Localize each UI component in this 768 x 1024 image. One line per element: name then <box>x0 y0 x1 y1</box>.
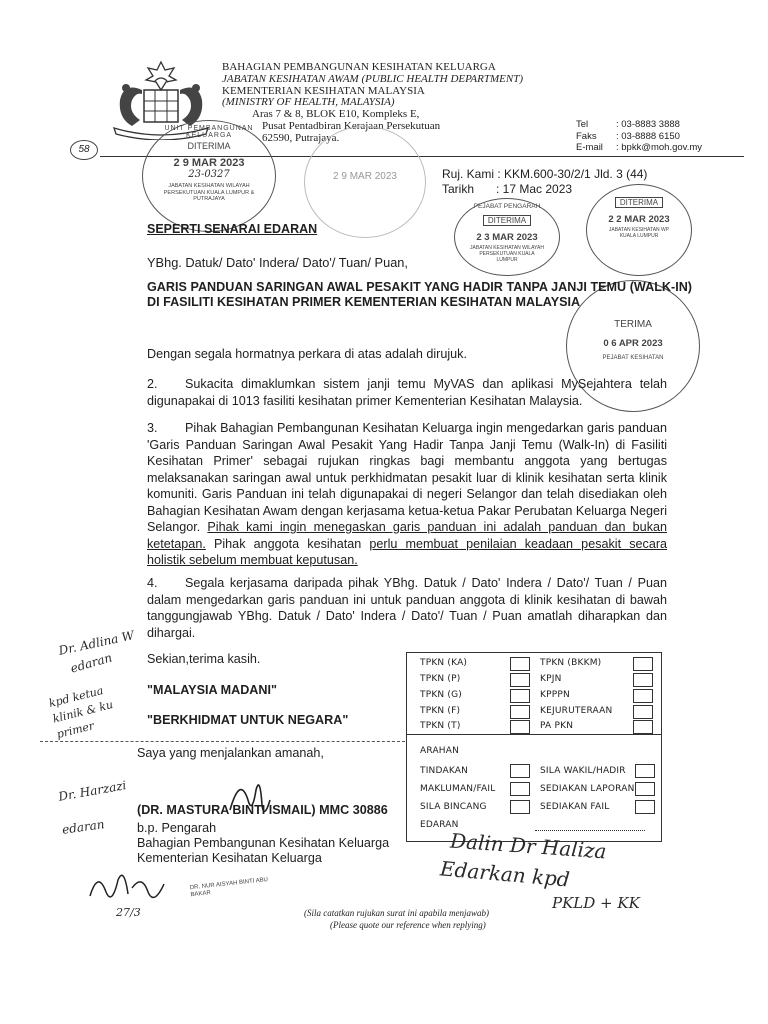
stamp-arc-text: UNIT PEMBANGUNAN KELUARGA <box>164 125 254 139</box>
para-number: 4. <box>147 576 158 590</box>
routing-checkbox-right-3[interactable] <box>633 689 653 703</box>
para-emphasis-2: perlu membuat penilaian keadaan pesakit secara holistik sebelum membuat keputusan. <box>147 536 668 567</box>
fax-label: Faks <box>576 130 597 142</box>
action-checkbox-right-1[interactable] <box>635 764 655 778</box>
signatory-ministry: Kementerian Kesihatan Keluarga <box>137 851 322 865</box>
reference-number: Ruj. Kami : KKM.600-30/2/1 Jld. 3 (44) <box>442 167 648 181</box>
stamp-date: 2 9 MAR 2023 <box>333 171 397 182</box>
stamp-date: 0 6 APR 2023 <box>603 338 663 349</box>
routing-right-4: KEJURUTERAAN <box>540 706 613 716</box>
routing-right-1: TPKN (BKKM) <box>540 658 602 668</box>
signatory-name: (DR. MASTURA BINTI ISMAIL) MMC 30886 <box>137 803 388 817</box>
date-label: Tarikh <box>442 182 475 196</box>
stamp-footer: PEJABAT KESIHATAN <box>602 355 664 361</box>
reference-date <box>442 182 572 196</box>
slogan-negara: "BERKHIDMAT UNTUK NEGARA" <box>147 713 349 727</box>
action-right-1: SILA WAKIL/HADIR <box>540 766 626 776</box>
stamp-footer: JABATAN KESIHATAN WP KUALA LUMPUR <box>608 227 670 239</box>
routing-checkbox-right-5[interactable] <box>633 720 653 734</box>
paragraph-2 <box>147 376 667 409</box>
stamp-label: DITERIMA <box>483 215 531 226</box>
routing-checkbox-right-2[interactable] <box>633 673 653 687</box>
received-stamp-director <box>454 198 560 276</box>
action-right-3: SEDIAKAN FAIL <box>540 802 610 812</box>
routing-left-4: TPKN (F) <box>420 706 461 716</box>
routing-table-divider <box>406 734 662 735</box>
trust-line: Saya yang menjalankan amanah, <box>137 746 324 760</box>
dept-name-en: JABATAN KESIHATAN AWAM (PUBLIC HEALTH DEPARTMENT) <box>222 72 523 85</box>
email-label: E-mail <box>576 142 603 153</box>
para-text: Pihak Bahagian Pembangunan Kesihatan Keluarga ingin mengedarkan garis panduan 'Garis Panduan Saringan Awal Pesakit Yang Hadir Tanpa Janji Temu (Walk-In) di Fasiliti Kesihatan Primer' sebagai rujukan ringkas bagi membantu anggota yang bertugas melaksanakan saringan awal untuk perkhidmatan pesakit luar di klinik kesihatan serta klinik komuniti. Garis Panduan ini telah digunapakai di negeri Selangor dan telah disediakan oleh Bahagian Kesihatan Awam dengan kerjasama ketua-ketua Pakar Perubatan Keluarga Negeri Selangor. <box>147 421 667 534</box>
action-right-2: SEDIAKAN LAPORAN <box>540 784 635 794</box>
stamp-footer: JABATAN KESIHATAN WILAYAH PERSEKUTUAN KUALA LUMPUR <box>470 245 544 263</box>
stamp-arc-text: PEJABAT PENGARAH <box>473 203 541 210</box>
handwritten-note-6: Dalin Dr Haliza <box>449 828 608 864</box>
email-value: : bpkk@moh.gov.my <box>616 142 703 153</box>
para-emphasis: Pihak kami ingin menegaskan garis panduan ini adalah panduan dan bukan ketetapan. <box>147 520 667 551</box>
signatory-dept: Bahagian Pembangunan Kesihatan Keluarga <box>137 836 390 850</box>
routing-right-5: PA PKN <box>540 721 574 731</box>
routing-left-5: TPKN (T) <box>420 721 461 731</box>
action-left-2: MAKLUMAN/FAIL <box>420 784 496 794</box>
received-stamp-faint <box>304 126 426 238</box>
handwritten-note-3: kpd ketua klinik & ku primer <box>47 683 115 742</box>
handwritten-stamp-name: DR. NUR AISYAH BINTI ABU BAKAR <box>189 877 269 899</box>
handwritten-note-1: Dr. Adlina W <box>57 628 136 658</box>
stamp-label: TERIMA <box>614 319 652 330</box>
handwritten-note-7: Edarkan kpd <box>439 856 571 892</box>
handwritten-note-8: PKLD + KK <box>552 894 640 912</box>
handwritten-note-2: edaran <box>68 650 114 676</box>
action-left-3: SILA BINCANG <box>420 802 487 812</box>
action-checkbox-right-2[interactable] <box>635 782 655 796</box>
routing-left-3: TPKN (G) <box>420 690 463 700</box>
address-line-3: 62590, Putrajaya. <box>262 131 340 144</box>
para-text: Sukacita dimaklumkan sistem janji temu MyVAS dan aplikasi MySejahtera telah digunapakai di 1013 fasiliti kesihatan primer Kementerian Kesihatan Malaysia. <box>147 377 667 408</box>
paragraph-4 <box>147 575 667 641</box>
dept-name: BAHAGIAN PEMBANGUNAN KESIHATAN KELUARGA <box>222 61 496 73</box>
para-text-cont: Pihak anggota kesihatan <box>213 536 362 551</box>
footer-note: (Sila catatkan rujukan surat ini apabila menjawab) <box>304 908 489 918</box>
stamp-ref: 23-0327 <box>188 169 230 180</box>
stamp-label: DITERIMA <box>615 197 663 208</box>
stamp-date: 2 3 MAR 2023 <box>476 232 538 243</box>
routing-checkbox-right-1[interactable] <box>633 657 653 671</box>
recipient: SEPERTI SENARAI EDARAN <box>147 222 318 236</box>
action-checkbox-left-3[interactable] <box>510 800 530 814</box>
routing-checkbox-left-3[interactable] <box>510 689 530 703</box>
divider-dashed <box>40 741 405 742</box>
action-checkbox-right-3[interactable] <box>635 800 655 814</box>
routing-checkbox-left-5[interactable] <box>510 720 530 734</box>
arahan-label: ARAHAN <box>420 746 460 756</box>
para-number: 2. <box>147 377 158 391</box>
signature-icon <box>220 770 280 830</box>
received-stamp-wp <box>586 184 692 276</box>
routing-right-2: KPJN <box>540 674 562 684</box>
date-value: : 17 Mac 2023 <box>496 182 573 196</box>
routing-checkbox-right-4[interactable] <box>633 705 653 719</box>
tel-value: : 03-8883 3888 <box>616 119 680 130</box>
stamp-footer: JABATAN KESIHATAN WILAYAH PERSEKUTUAN KUALA LUMPUR & PUTRAJAYA <box>163 183 255 202</box>
routing-checkbox-left-1[interactable] <box>510 657 530 671</box>
routing-right-3: KPPPN <box>540 690 570 700</box>
closing: Sekian,terima kasih. <box>147 652 261 666</box>
para-number: 3. <box>147 421 158 435</box>
initials-signature-icon <box>84 866 174 916</box>
action-left-1: TINDAKAN <box>420 766 469 776</box>
page-mark: 58 <box>70 140 98 160</box>
ministry-name: KEMENTERIAN KESIHATAN MALAYSIA <box>222 84 425 97</box>
address-line-1: Aras 7 & 8, BLOK E10, Kompleks E, <box>252 108 420 121</box>
salutation: YBhg. Datuk/ Dato' Indera/ Dato'/ Tuan/ Puan, <box>147 255 408 270</box>
stamp-date: 2 9 MAR 2023 <box>173 157 245 169</box>
slogan-madani: "MALAYSIA MADANI" <box>147 683 277 697</box>
routing-checkbox-left-2[interactable] <box>510 673 530 687</box>
fax-value: : 03-8888 6150 <box>616 130 680 142</box>
received-stamp-unit <box>142 120 276 232</box>
action-left-4: EDARAN <box>420 820 459 830</box>
paragraph-1: Dengan segala hormatnya perkara di atas adalah dirujuk. <box>147 347 467 361</box>
para-text: Segala kerjasama daripada pihak YBhg. Datuk / Dato' Indera / Dato'/ Tuan / Puan dalam mengedarkan garis panduan ini untuk panduan anggota di klinik kesihatan di bawah tanggungjawab YBhg. Datuk / Dato' Indera / Dato'/ Tuan / Puan amatlah diharapkan dan dihargai. <box>147 576 667 640</box>
footer-note-en: (Please quote our reference when replying) <box>330 920 486 930</box>
routing-left-1: TPKN (KA) <box>420 658 468 668</box>
handwritten-note-4: Dr. Harzazi <box>57 778 128 804</box>
address-line-2: Pusat Pentadbiran Kerajaan Persekutuan <box>262 119 441 132</box>
routing-left-2: TPKN (P) <box>420 674 461 684</box>
bp-line: b.p. Pengarah <box>137 821 217 835</box>
action-checkbox-left-1[interactable] <box>510 764 530 778</box>
tel-label: Tel <box>576 119 589 130</box>
stamp-label: DITERIMA <box>187 141 231 151</box>
contact-block <box>576 119 702 154</box>
stamp-date: 2 2 MAR 2023 <box>608 214 670 225</box>
handwritten-note-5: edaran <box>61 817 106 837</box>
handwritten-note-9: 27/3 <box>116 906 141 919</box>
paragraph-3 <box>147 420 667 569</box>
action-checkbox-left-2[interactable] <box>510 782 530 796</box>
subject-title: GARIS PANDUAN SARINGAN AWAL PESAKIT YANG HADIR TANPA JANJI TEMU (WALK-IN) DI FASILITI KESIHATAN PRIMER KEMENTERIAN KESIHATAN MALAYSIA <box>147 280 692 309</box>
ministry-name-en: (MINISTRY OF HEALTH, MALAYSIA) <box>222 96 395 109</box>
edaran-line <box>535 830 645 831</box>
routing-checkbox-left-4[interactable] <box>510 705 530 719</box>
